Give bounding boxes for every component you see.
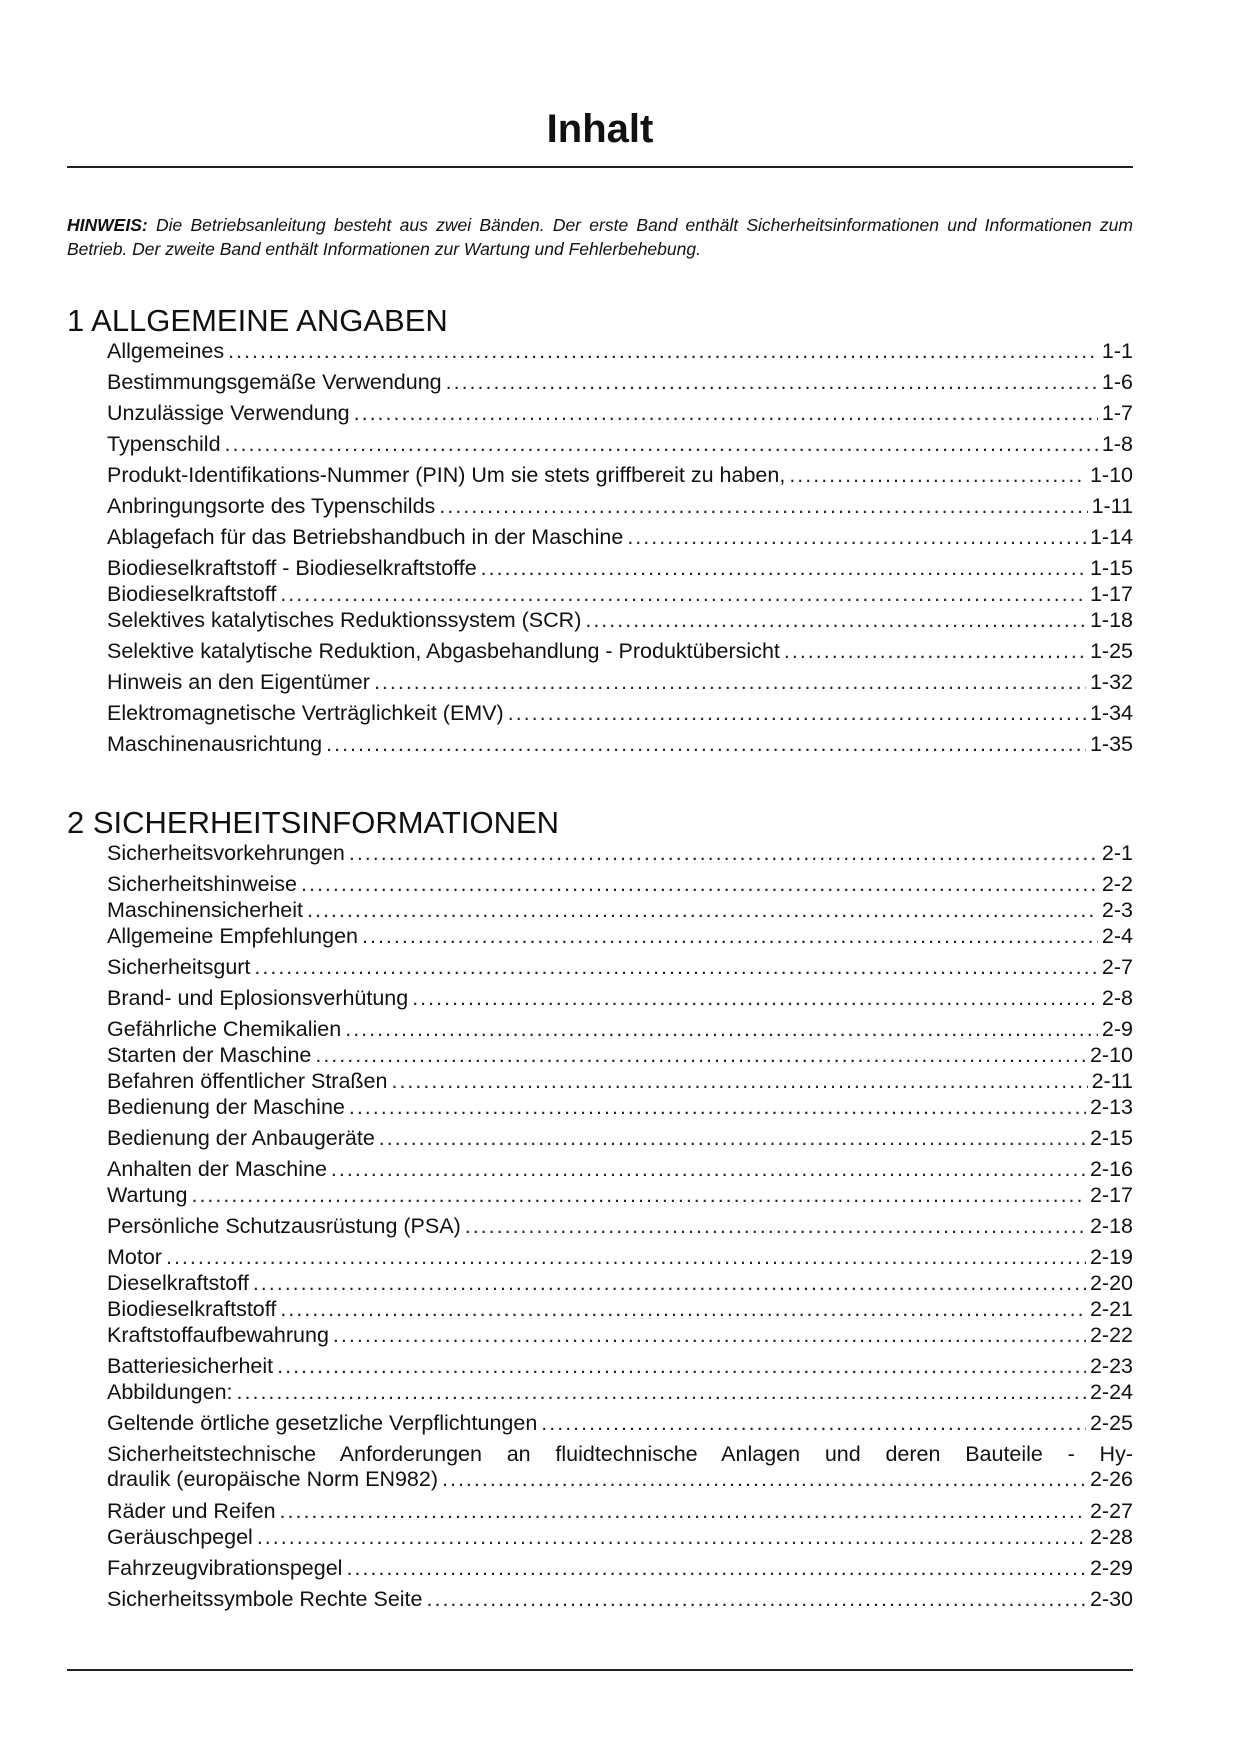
toc-entry-title: Unzulässige Verwendung [107,401,350,425]
toc-entry-title: Biodieselkraftstoff [107,1297,277,1321]
dot-leader [412,986,1098,1011]
toc-entry-page: 2-11 [1091,1069,1133,1093]
toc-entry-title: Sicherheitsgurt [107,955,251,979]
toc-entry-title: Maschinensicherheit [107,898,303,922]
toc-entry[interactable] [107,582,1133,608]
toc-entry-page: 1-18 [1089,608,1133,632]
section-heading: 1 ALLGEMEINE ANGABEN [67,303,448,338]
toc-entry-page: 2-27 [1089,1499,1133,1523]
note-paragraph [67,213,1133,261]
toc-entry-title: Maschinenausrichtung [107,732,323,756]
toc-entry[interactable] [107,1323,1133,1354]
dot-leader [331,1157,1086,1182]
dot-leader [326,732,1086,757]
dot-leader [508,701,1086,726]
toc-entry[interactable] [107,1297,1133,1323]
toc-entry[interactable] [107,1380,1133,1411]
note-text: Die Betriebsanleitung besteht aus zwei Bänden. Der erste Band enthält Sicherheitsinformationen und Informationen zum Betrieb. Der zweite Band enthält Informationen zur Wartung und Fehlerbehebung. [67,215,1133,259]
dot-leader [253,1271,1086,1296]
toc-entry-page: 1-15 [1089,556,1133,580]
toc-entry[interactable] [107,1245,1133,1271]
toc-entry-title: Elektromagnetische Verträglichkeit (EMV) [107,701,504,725]
dot-leader [333,1323,1086,1348]
toc-entry-page: 2-25 [1089,1411,1133,1435]
toc-entry[interactable] [107,525,1133,556]
dot-leader [789,463,1086,488]
dot-leader [446,370,1098,395]
toc-entry-title: Biodieselkraftstoff - Biodieselkraftstoffe [107,556,477,580]
toc-entry[interactable] [107,463,1133,494]
note-label: HINWEIS: [67,215,148,235]
toc-entry[interactable] [107,872,1133,898]
toc-entry[interactable] [107,924,1133,955]
dot-leader [280,1499,1086,1524]
toc-entry-page: 2-2 [1101,872,1133,896]
toc-entry-title: Produkt-Identifikations-Nummer (PIN) Um sie stets griffbereit zu haben, [107,463,786,487]
toc-entry[interactable] [107,370,1133,401]
toc-entry-page: 2-17 [1089,1183,1133,1207]
dot-leader [481,556,1086,581]
toc-entry-page: 2-13 [1089,1095,1133,1119]
toc-entry[interactable] [107,841,1133,872]
toc-entry-title: Sicherheitshinweise [107,872,298,896]
toc-entry-page: 1-7 [1101,401,1133,425]
toc-entry-page: 1-34 [1089,701,1133,725]
dot-leader [442,1467,1086,1492]
toc-entry-title: Anhalten der Maschine [107,1157,327,1181]
toc-entry-page: 2-1 [1101,841,1133,865]
toc-entry-title: Bedienung der Anbaugeräte [107,1126,375,1150]
toc-entry-title: Biodieselkraftstoff [107,582,277,606]
toc-entry[interactable] [107,732,1133,763]
dot-leader [465,1214,1086,1239]
toc-entry-title: Räder und Reifen [107,1499,276,1523]
toc-entry-title: Brand- und Eplosionsverhütung [107,986,409,1010]
dot-leader [307,898,1098,923]
section-heading: 2 SICHERHEITSINFORMATIONEN [67,805,560,840]
toc-entry-title: Sicherheitstechnische Anforderungen an fluidtechnische Anlagen und deren Bauteile - Hy- [107,1442,1133,1466]
toc-entry-title: Geltende örtliche gesetzliche Verpflichtungen [107,1411,538,1435]
toc-entry[interactable] [107,639,1133,670]
toc-entry-page: 2-29 [1089,1556,1133,1580]
toc-entry[interactable] [107,1587,1133,1618]
dot-leader [784,639,1086,664]
toc-entry[interactable] [107,701,1133,732]
toc-entry-title: Allgemeines [107,339,225,363]
toc-entry[interactable] [107,608,1133,639]
toc-entry-page: 1-25 [1089,639,1133,663]
dot-leader [257,1525,1086,1550]
toc-entry[interactable] [107,339,1133,370]
toc-entry[interactable] [107,1017,1133,1043]
toc-entry[interactable] [107,1271,1133,1297]
toc-entry-page: 2-7 [1101,955,1133,979]
toc-entry-page: 2-15 [1089,1126,1133,1150]
dot-leader [439,494,1087,519]
dot-leader [225,432,1098,457]
toc-entry-page: 2-21 [1089,1297,1133,1321]
toc-entry-page: 2-9 [1101,1017,1133,1041]
toc-entry-title: Selektive katalytische Reduktion, Abgasbehandlung - Produktübersicht [107,639,780,663]
toc-entry-title: Allgemeine Empfehlungen [107,924,358,948]
toc-entry-title: Bedienung der Maschine [107,1095,345,1119]
toc-entry-title: Bestimmungsgemäße Verwendung [107,370,442,394]
dot-leader [349,1095,1086,1120]
dot-leader [391,1069,1087,1094]
toc-entry-page: 2-23 [1089,1354,1133,1378]
toc-entry-title: Sicherheitssymbole Rechte Seite [107,1587,423,1611]
toc-entry[interactable] [107,1095,1133,1126]
toc-entry-title: Wartung [107,1183,188,1207]
toc-entry-title: Selektives katalytisches Reduktionssystem (SCR) [107,608,582,632]
toc-entry-title: Dieselkraftstoff [107,1271,249,1295]
toc-entry-page: 1-1 [1101,339,1133,363]
toc-entry-page: 1-10 [1089,463,1133,487]
toc-entry[interactable] [107,898,1133,924]
toc-entry[interactable] [107,1214,1133,1245]
toc-entry[interactable] [107,556,1133,582]
toc-entry-page: 1-6 [1101,370,1133,394]
toc-entry-page: 2-18 [1089,1214,1133,1238]
toc-entry-title: Kraftstoffaufbewahrung [107,1323,329,1347]
toc-entry-page: 1-11 [1091,494,1133,518]
dot-leader [627,525,1086,550]
toc-entry-title: Abbildungen: [107,1380,233,1404]
toc-entry-page: 2-20 [1089,1271,1133,1295]
toc-entry-page: 2-30 [1089,1587,1133,1611]
toc-entry-page: 1-8 [1101,432,1133,456]
toc-entry-page: 2-22 [1089,1323,1133,1347]
dot-leader [280,1297,1086,1322]
toc-entry-page: 2-24 [1089,1380,1133,1404]
toc-entry-title: Sicherheitsvorkehrungen [107,841,345,865]
toc-entry[interactable] [107,986,1133,1017]
dot-leader [237,1380,1086,1405]
dot-leader [191,1183,1085,1208]
toc-entry-title: Geräuschpegel [107,1525,253,1549]
toc-entry-page: 1-35 [1089,732,1133,756]
toc-entry-page: 2-3 [1101,898,1133,922]
dot-leader [277,1354,1086,1379]
toc-entry[interactable] [107,1157,1133,1183]
toc-entry-title: Anbringungsorte des Typenschilds [107,494,436,518]
dot-leader [362,924,1098,949]
toc-entry-title: Motor [107,1245,162,1269]
toc-entry-title: Typenschild [107,432,221,456]
top-divider [67,166,1133,168]
toc-entry-title: Befahren öffentlicher Straßen [107,1069,388,1093]
toc-list [67,339,1133,763]
dot-leader [280,582,1086,607]
dot-leader [427,1587,1086,1612]
section-allgemeine-angaben [67,303,1133,763]
dot-leader [166,1245,1086,1270]
toc-entry[interactable] [107,1183,1133,1214]
toc-entry-title: Starten der Maschine [107,1043,312,1067]
toc-entry[interactable] [107,1411,1133,1442]
dot-leader [254,955,1098,980]
toc-entry-title: Persönliche Schutzausrüstung (PSA) [107,1214,461,1238]
dot-leader [585,608,1086,633]
dot-leader [374,670,1086,695]
toc-entry-continuation [107,1467,1133,1492]
dot-leader [301,872,1098,897]
dot-leader [379,1126,1086,1151]
toc-entry[interactable] [107,1499,1133,1525]
toc-entry-title: Fahrzeugvibrationspegel [107,1556,343,1580]
toc-entry[interactable] [107,1442,1133,1499]
toc-entry[interactable] [107,1126,1133,1157]
toc-entry[interactable] [107,1354,1133,1380]
toc-list [67,841,1133,1618]
toc-entry[interactable] [107,1043,1133,1069]
dot-leader [346,1556,1086,1581]
toc-entry[interactable] [107,494,1133,525]
dot-leader [541,1411,1086,1436]
toc-entry-page: 2-26 [1089,1467,1133,1491]
toc-entry-title: Batteriesicherheit [107,1354,274,1378]
dot-leader [228,339,1098,364]
dot-leader [354,401,1098,426]
toc-entry[interactable] [107,1069,1133,1095]
toc-entry-page: 2-8 [1101,986,1133,1010]
toc-entry-page: 1-17 [1089,582,1133,606]
toc-entry-page: 2-10 [1089,1043,1133,1067]
section-sicherheitsinformationen [67,805,1133,1618]
dot-leader [345,1017,1098,1042]
toc-entry-page: 1-32 [1089,670,1133,694]
toc-entry-title-line2: draulik (europäische Norm EN982) [107,1467,439,1491]
bottom-divider [67,1669,1133,1671]
toc-entry-title: Ablagefach für das Betriebshandbuch in der Maschine [107,525,624,549]
toc-entry-page: 2-16 [1089,1157,1133,1181]
toc-entry[interactable] [107,401,1133,432]
toc-entry-title: Gefährliche Chemikalien [107,1017,342,1041]
toc-entry[interactable] [107,955,1133,986]
toc-entry-title: Hinweis an den Eigentümer [107,670,370,694]
page-title: Inhalt [546,107,654,151]
toc-entry-page: 2-19 [1089,1245,1133,1269]
toc-entry[interactable] [107,1525,1133,1556]
toc-entry-page: 2-4 [1101,924,1133,948]
toc-entry-page: 1-14 [1089,525,1133,549]
dot-leader [315,1043,1086,1068]
toc-entry-page: 2-28 [1089,1525,1133,1549]
toc-entry[interactable] [107,432,1133,463]
toc-entry[interactable] [107,670,1133,701]
toc-entry[interactable] [107,1556,1133,1587]
dot-leader [349,841,1098,866]
